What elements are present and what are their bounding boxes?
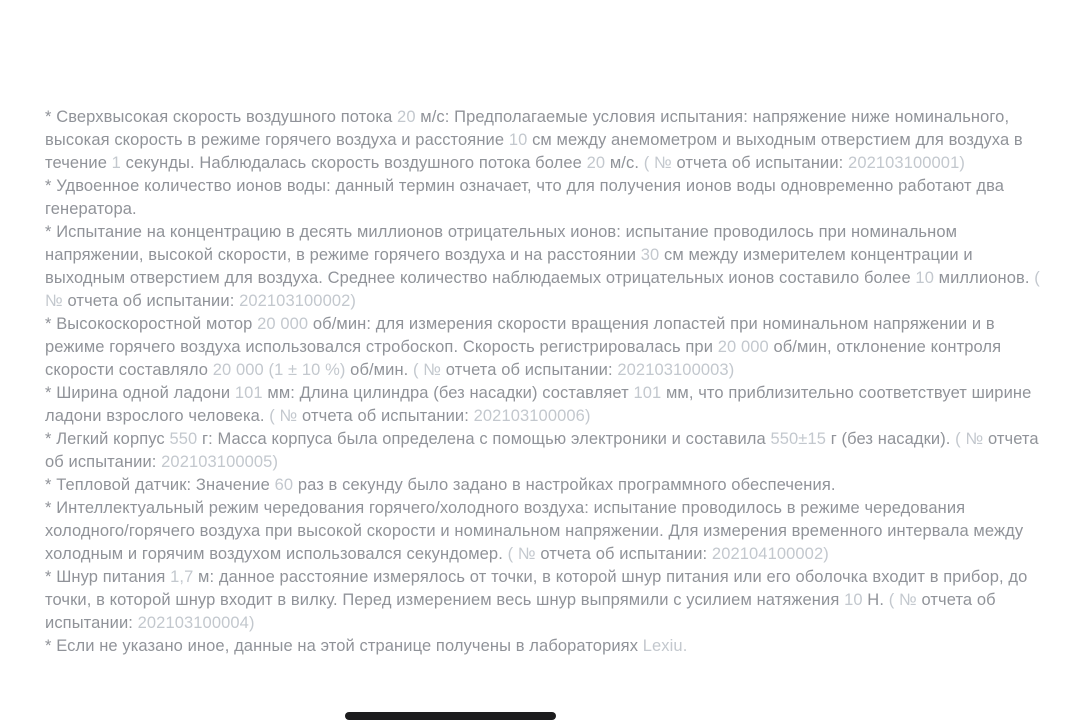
test-disclaimer-footnotes-section — [45, 106, 1049, 658]
footnote-item — [45, 635, 1049, 658]
footnote-body-text: отчета об испытании: — [540, 545, 712, 563]
footnote-body-text: м: данное расстояние измерялось от точки, в которой шнур питания или его оболочка входит в прибор, до точки, в которой шнур входит в вилку. Перед измерением весь шнур выпрямили с усилием натяжения — [45, 568, 1028, 609]
footnote-body-text: отчета об испытании: — [676, 154, 849, 172]
footnote-body-text: секунды. Наблюдалась скорость воздушного потока более — [120, 154, 587, 172]
footnote-body-text: * Интеллектуальный режим чередования горячего/холодного воздуха: испытание проводилось в режиме чередования холодного/горячего воздуха при высокой скорости и номинальном напряжении. Для измерения временного интервала между холодным и горячим воздухом использовался секундомер. — [45, 499, 1024, 563]
footnote-item — [45, 566, 1049, 635]
footnote-value-text: 10 — [508, 131, 528, 149]
footnote-value-text: 10 — [844, 591, 863, 609]
footnote-value-text: 101 — [234, 384, 263, 402]
footnote-value-text: 30 — [640, 246, 660, 264]
footnote-value-text: 202104100002) — [711, 545, 829, 563]
footnote-body-text: отчета об испытании: — [45, 591, 996, 632]
footnote-value-text: ( № — [507, 545, 541, 563]
footnote-body-text: об/мин. — [345, 361, 414, 379]
footnote-value-text: 1,7 — [170, 568, 194, 586]
footnote-body-text: * Если не указано иное, данные на этой странице получены в лабораториях — [45, 637, 643, 655]
footnote-value-text: Lexiu. — [642, 637, 688, 655]
footnote-item — [45, 106, 1049, 175]
footnote-value-text: 10 — [915, 269, 934, 287]
footnote-body-text: г: Масса корпуса была определена с помощью электроники и составила — [197, 430, 771, 448]
footnote-body-text: миллионов. — [933, 269, 1035, 287]
footnote-body-text: отчета об испытании: — [67, 292, 240, 310]
footnote-body-text: см между измерителем концентрации и выходным отверстием для воздуха. Среднее количество наблюдаемых отрицательных ионов составило более — [45, 246, 973, 287]
footnote-body-text: раз в секунду было задано в настройках программного обеспечения. — [293, 476, 836, 494]
footnote-value-text: 20 — [397, 108, 416, 126]
footnote-item — [45, 175, 1049, 221]
footnote-body-text: об/мин, отклонение контроля скорости составляло — [45, 338, 1002, 379]
footnote-value-text: 202103100004) — [137, 614, 255, 632]
footnote-value-text: ( № — [45, 269, 1040, 310]
footnote-value-text: 202103100003) — [617, 361, 735, 379]
footnote-body-text: * Тепловой датчик: Значение — [45, 476, 275, 494]
footnote-value-text: 550±15 — [770, 430, 827, 448]
footnote-value-text: 1 — [111, 154, 121, 172]
footnote-value-text: 20 000 — [717, 338, 769, 356]
footnote-value-text: 202103100001) — [848, 154, 965, 172]
footnote-value-text: 20 — [586, 154, 606, 172]
footnote-value-text: ( № — [413, 361, 446, 379]
footnote-item — [45, 313, 1049, 382]
footnote-body-text: мм: Длина цилиндра (без насадки) составляет — [262, 384, 634, 402]
footnote-body-text: см между анемометром и выходным отверстием для воздуха в течение — [45, 131, 1023, 172]
footnote-body-text: * Испытание на концентрацию в десять миллионов отрицательных ионов: испытание проводилось при номинальном напряжении, высокой скорости, в режиме горячего воздуха и на расстоянии — [45, 223, 958, 264]
footnote-value-text: 101 — [633, 384, 662, 402]
footnote-body-text: * Шнур питания — [45, 568, 171, 586]
footnote-item — [45, 497, 1049, 566]
footnote-body-text: * Легкий корпус — [45, 430, 170, 448]
footnote-body-text: отчета об испытании: — [45, 430, 1039, 471]
footnote-value-text: ( № — [888, 591, 922, 609]
footnote-body-text: Н. — [862, 591, 889, 609]
footnote-body-text: * Ширина одной ладони — [45, 384, 235, 402]
footnote-body-text: м/с. — [605, 154, 644, 172]
footnote-body-text: об/мин: для измерения скорости вращения лопастей при номинальном напряжении и в режиме горячего воздуха использовался стробоскоп. Скорость регистрировалась при — [45, 315, 995, 356]
footnote-value-text: 60 — [274, 476, 294, 494]
footnote-body-text: г (без насадки). — [826, 430, 956, 448]
footnote-value-text: ( № — [643, 154, 677, 172]
footnote-item — [45, 382, 1049, 428]
footnote-body-text: м/с: Предполагаемые условия испытания: напряжение ниже номинального, высокая скорость в режиме горячего воздуха и расстояние — [45, 108, 1010, 149]
footnote-value-text: 20 000 (1 ± 10 %) — [212, 361, 346, 379]
footnote-value-text: 202103100002) — [239, 292, 356, 310]
footnote-value-text: 550 — [169, 430, 198, 448]
footnote-body-text: * Сверхвысокая скорость воздушного потока — [45, 108, 398, 126]
footnote-body-text: отчета об испытании: — [445, 361, 618, 379]
footnote-value-text: 202103100005) — [161, 453, 279, 471]
footnote-item — [45, 428, 1049, 474]
footnote-body-text: отчета об испытании: — [302, 407, 474, 425]
footnote-value-text: ( № — [955, 430, 988, 448]
footnote-value-text: ( № — [269, 407, 303, 425]
footnote-item — [45, 221, 1049, 313]
footnote-body-text: мм, что приблизительно соответствует ширине ладони взрослого человека. — [45, 384, 1032, 425]
footnote-body-text: * Удвоенное количество ионов воды: данный термин означает, что для получения ионов воды одновременно работают два генератора. — [45, 177, 1005, 218]
footnote-value-text: 202103100006) — [473, 407, 591, 425]
footnote-value-text: 20 000 — [257, 315, 309, 333]
footnote-item — [45, 474, 1049, 497]
footnote-body-text: * Высокоскоростной мотор — [45, 315, 258, 333]
home-indicator-bar — [345, 712, 556, 720]
